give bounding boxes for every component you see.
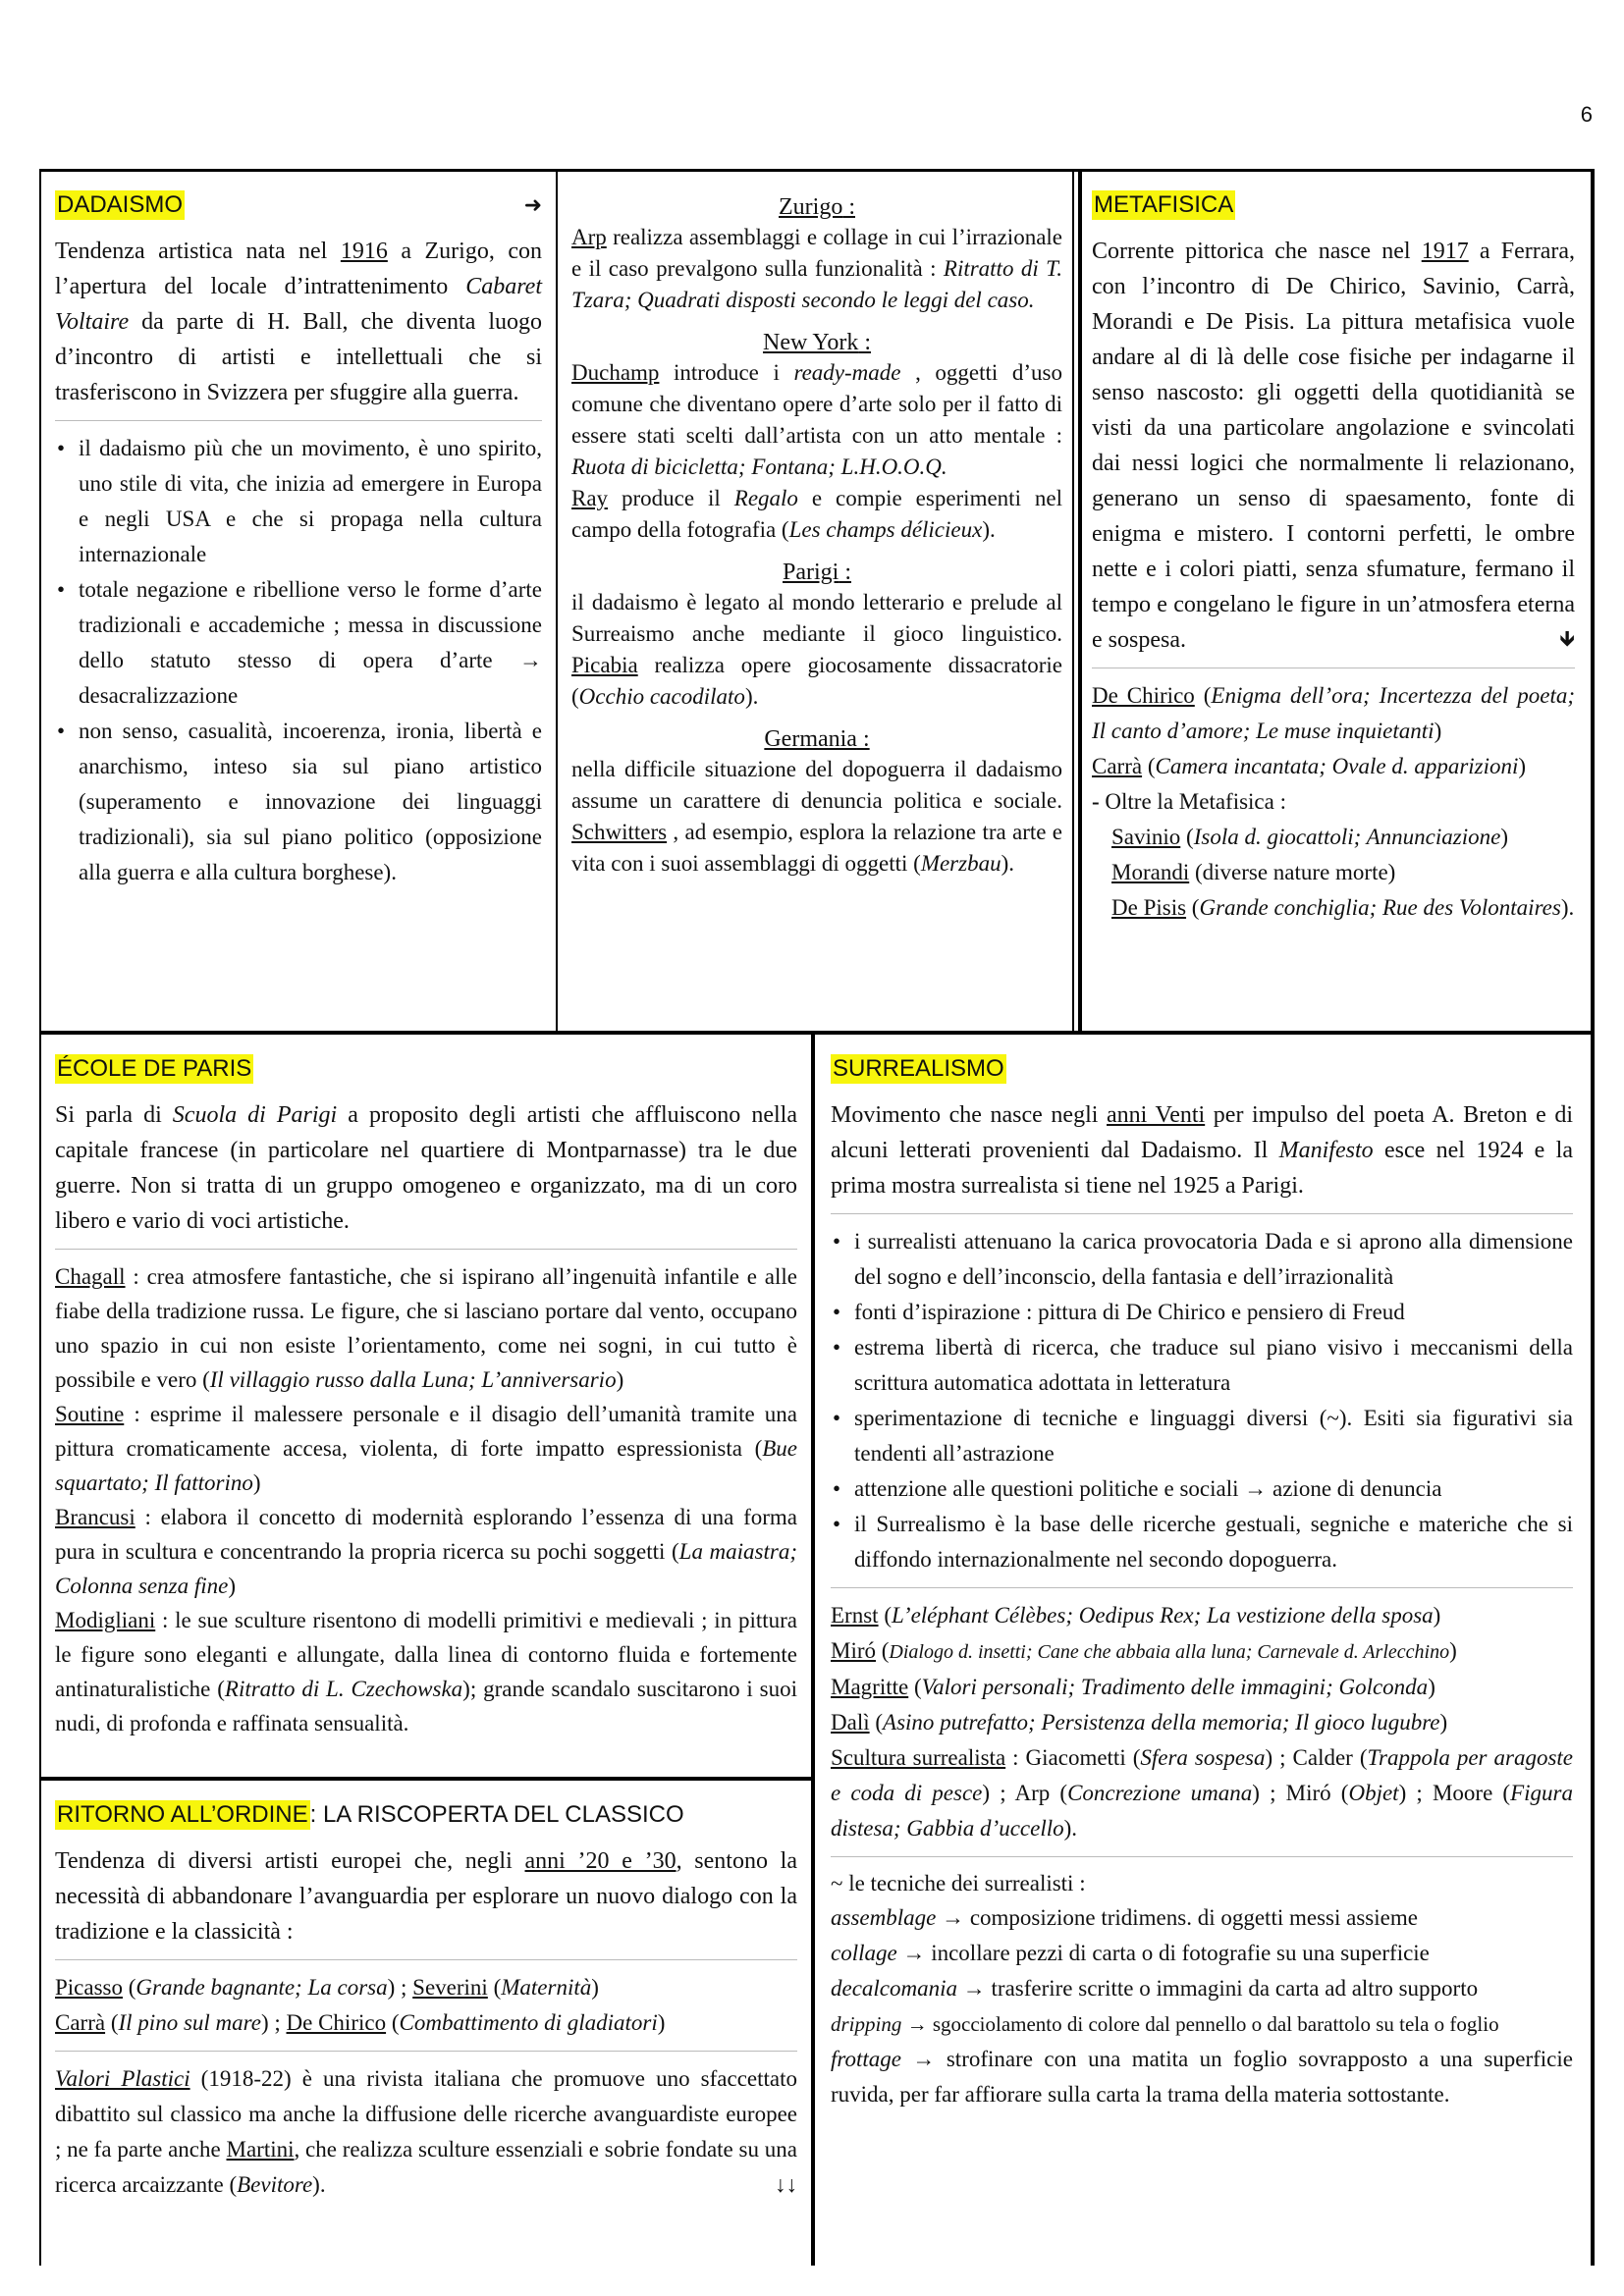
frame-right [1591,169,1595,2266]
ecole-intro: Si parla di Scuola di Parigi a proposito degli artisti che affluiscono nella capitale francese (in particolare nel quartiere di Montparnasse) tra le due guerre. Non si tratta di un gruppo omogeneo e organizzato, ma di un coro libero e vario di voci artistiche. [55,1102,797,1234]
ritorno-section [41,1781,811,2266]
ecole-modigliani: Modigliani : le sue sculture risentono di modelli primitivi e medievali ; in pittura le figure sono eleganti e allungate, dalla linea di contorno fluida e fortemente antinaturalistiche (Ritratto di L. Czechowska); grande scandalo suscitarono i suoi nudi, di profonda e raffinata sensualità. [55,1608,798,1735]
metafisica-savinio: Savinio (Isola d. giocattoli; Annunciazione) [1111,825,1508,849]
dadaismo-intro: Tendenza artistica nata nel 1916 a Zurigo, con l’apertura del locale d’intrattenimento Cabaret Voltaire da parte di H. Ball, che diventa luogo d’incontro di artisti e intellettuali che si trasferiscono in Svizzera per sfuggire alla guerra. [55,239,542,405]
metafisica-morandi: Morandi (diverse nature morte) [1111,860,1396,884]
ecole-soutine: Soutine : esprime il malessere personale e il disagio dell’umanità tramite una pittura cromaticamente accesa, violenta, di forte impatto espressionista (Bue squartato; Il fattorino) [55,1402,797,1495]
surrealismo-scultura: Scultura surrealista : Giacometti (Sfera sospesa) ; Calder (Trappola per aragoste e coda di pesce) ; Arp (Concrezione umana) ; Miró (Objet) ; Moore (Figura distesa; Gabbia d’uccello). [831,1745,1573,1841]
surrealismo-bullets [831,1224,1573,1577]
tecnica-item: frottage → strofinare con una matita un foglio sovrapposto a una superficie ruvida, per far affiorare sulla carta la trama della materia sottostante. [831,2047,1573,2107]
list-item: • il dadaismo più che un movimento, è uno spirito, uno stile di vita, che inizia ad emergere in Europa e negli USA e che si propaga nella cultura internazionale [75,431,542,572]
newyork-text: Duchamp introduce i ready-made , oggetti d’uso comune che diventano opere d’arte solo per il fatto di essere stati scelti dall’artista con un atto mentale : Ruota di bicicletta; Fontana; L.H.O.O.Q. Ray produce il Regalo e compie esperimenti nel campo della fotografia (Les champs délicieux). [571,360,1062,542]
tecnica-item: collage → incollare pezzi di carta o di fotografie su una superficie [831,1941,1430,1965]
zurigo-text: Arp realizza assemblaggi e collage in cui l’irrazionale e il caso prevalgono sulla funzionalità : Ritratto di T. Tzara; Quadrati disposti secondo le leggi del caso. [571,225,1062,312]
germania-text: nella difficile situazione del dopoguerra il dadaismo assume un carattere di denuncia politica e sociale. Schwitters , ad esempio, esplora la relazione tra arte e vita con i suoi assemblaggi di oggetti (Merzbau). [571,757,1062,876]
right-arrow-icon: ➜ [523,192,542,218]
surrealismo-ernst: Ernst (L’eléphant Célèbes; Oedipus Rex; La vestizione della sposa) [831,1603,1441,1628]
divider-top-1 [556,169,558,1033]
ritorno-intro: Tendenza di diversi artisti europei che, negli anni ’20 e ’30, sentono la necessità di abbandonare l’avanguardia per esplorare un nuovo dialogo con la tradizione e la classicità : [55,1848,797,1945]
double-down-arrow-icon: ↓↓ [775,2172,797,2197]
ecole-section [41,1035,811,1777]
city-newyork: New York : [762,330,872,355]
metafisica-carra: Carrà (Camera incantata; Ovale d. apparizioni) [1092,754,1527,778]
city-germania: Germania : [764,726,870,752]
ritorno-artists-2: Carrà (Il pino sul mare) ; De Chirico (Combattimento di gladiatori) [55,2010,666,2035]
parigi-text: il dadaismo è legato al mondo letterario e prelude al Surreaismo anche mediante il gioco linguistico. Picabia realizza opere giocosamente dissacratorie (Occhio cacodilato). [571,590,1062,709]
list-item: • sperimentazione di tecniche e linguaggi diversi (~). Esiti sia figurativi sia tendenti all’astrazione [850,1401,1573,1471]
surrealismo-miro: Miró (Dialogo d. insetti; Cane che abbaia alla luna; Carnevale d. Arlecchino) [831,1638,1457,1663]
surrealismo-dali: Dalì (Asino putrefatto; Persistenza della memoria; Il gioco lugubre) [831,1710,1448,1735]
surrealismo-intro: Movimento che nasce negli anni Venti per impulso del poeta A. Breton e di alcuni letterati provenienti dal Dadaismo. Il Manifesto esce nel 1924 e la prima mostra surrealista si tiene nel 1925 a Parigi. [831,1102,1573,1199]
dada-cities-section [566,173,1068,1031]
list-item: • i surrealisti attenuano la carica provocatoria Dada e si aprono alla dimensione del sogno e dell’inconscio, della fantasia e dell’irrazionalità [850,1224,1573,1295]
ecole-chagall: Chagall : crea atmosfere fantastiche, che si ispirano all’ingenuità infantile e alle fiabe della tradizione russa. Le figure, che si lasciano portare dal vento, occupano uno spazio in cui non esiste l’orientamento, come nei sogni, in cui tutto è possibile e vero (Il villaggio russo dalla Luna; L’anniversario) [55,1264,797,1392]
metafisica-oltre: - Oltre la Metafisica : [1092,789,1286,814]
tecniche-title: ~ le tecniche dei surrealisti : [831,1871,1086,1896]
list-item: • il Surrealismo è la base delle ricerche gestuali, segniche e materiche che si diffondo internazionalmente nel secondo dopoguerra. [850,1507,1573,1577]
ritorno-artists-1: Picasso (Grande bagnante; La corsa) ; Severini (Maternità) [55,1975,599,2000]
metafisica-title: METAFISICA [1094,191,1234,218]
frame-top [39,169,1595,172]
divider-top-2 [1072,169,1074,1033]
list-item: • fonti d’ispirazione : pittura di De Chirico e pensiero di Freud [850,1295,1573,1330]
page-number: 6 [1580,102,1593,127]
surrealismo-magritte: Magritte (Valori personali; Tradimento delle immagini; Golconda) [831,1675,1435,1699]
metafisica-intro: Corrente pittorica che nasce nel 1917 a Ferrara, con l’incontro di De Chirico, Savinio, Carrà, Morandi e De Pisis. La pittura metafisica vuole andare al di là delle cose fisiche per indagarne il senso nascosto: gli oggetti della quotidianità se visti da una particolare angolazione e svincolati dai nessi logici che normalmente li relazionano, generano un senso di spaesamento, fonte di enigma e mistero. I contorni perfetti, le ombre nette e i colori piatti, senza sfumature, fermano il tempo e congelano le figure in un’atmosfera eterna e sospesa. 🡻 [1092,234,1575,658]
ritorno-valori: Valori Plastici (1918-22) è una rivista italiana che promuove uno sfaccettato dibattito sul classico ma anche la diffusione delle ricerche avanguardiste europee ; ne fa parte anche Martini, che realizza sculture essenziali e sobrie fondate su una ricerca arcaizzante (Bevitore). ↓↓ [55,2061,797,2203]
surrealismo-section [815,1035,1589,2266]
city-zurigo: Zurigo : [779,194,855,220]
metafisica-dechirico: De Chirico (Enigma dell’ora; Incertezza del poeta; Il canto d’amore; Le muse inquietanti) [1092,683,1575,743]
ecole-title: ÉCOLE DE PARIS [57,1055,252,1082]
metafisica-section [1082,173,1589,1031]
ecole-brancusi: Brancusi : elabora il concetto di modernità esplorando l’essenza di una forma pura in scultura e concentrando la propria ricerca su pochi soggetti (La maiastra; Colonna senza fine) [55,1505,797,1598]
ritorno-subtitle: : LA RISCOPERTA DEL CLASSICO [309,1801,684,1828]
ritorno-title: RITORNO ALL’ORDINE [57,1801,308,1828]
surrealismo-title: SURREALISMO [833,1055,1004,1082]
dadaismo-section [41,173,556,1031]
city-parigi: Parigi : [783,560,851,585]
dadaismo-bullets [55,431,542,890]
list-item: • attenzione alle questioni politiche e sociali → azione di denuncia [850,1471,1573,1507]
list-item: • estrema libertà di ricerca, che traduce sul piano visivo i meccanismi della scrittura automatica adottata in letteratura [850,1330,1573,1401]
list-item: • totale negazione e ribellione verso le forme d’arte tradizionali e accademiche ; messa in discussione dello statuto stesso di opera d’arte → desacralizzazione [75,572,542,714]
tecnica-item: dripping → sgocciolamento di colore dal pennello o dal barattolo su tela o foglio [831,2012,1499,2036]
dadaismo-title: DADAISMO [57,191,184,218]
down-arrow-icon: 🡻 [1559,627,1575,652]
tecnica-item: assemblage → composizione tridimens. di oggetti messi assieme [831,1905,1418,1930]
list-item: • non senso, casualità, incoerenza, ironia, libertà e anarchismo, inteso sia sul piano artistico (superamento e innovazione dei linguaggi tradizionali), sia sul piano politico (opposizione alla guerra e alla cultura borghese). [75,714,542,890]
metafisica-depisis: De Pisis (Grande conchiglia; Rue des Volontaires). [1111,895,1575,920]
tecnica-item: decalcomania → trasferire scritte o immagini da carta ad altro supporto [831,1976,1479,2001]
